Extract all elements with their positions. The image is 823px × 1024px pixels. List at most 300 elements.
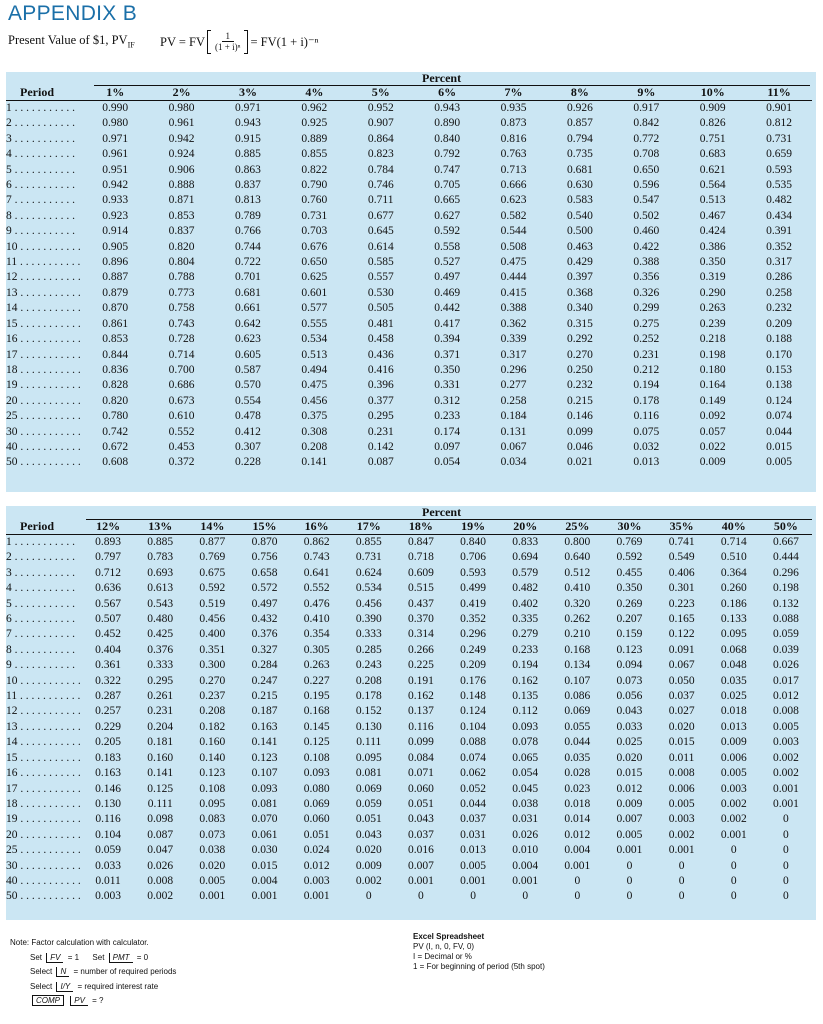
table-row	[6, 363, 812, 378]
factor-cell: 0.125	[147, 782, 174, 795]
factor-cell: 0.482	[512, 582, 539, 595]
dot-leader: . . . . . . . . . . .	[17, 456, 81, 469]
factor-cell: 0.165	[668, 613, 695, 626]
period-cell	[6, 782, 82, 797]
period-number: 13	[6, 720, 18, 733]
excel-note	[413, 932, 545, 972]
factor-cell: 0.756	[251, 551, 278, 564]
factor-cell: 0.665	[434, 194, 461, 207]
factor-cell: 0.339	[500, 333, 527, 346]
factor-cell: 0.742	[102, 425, 129, 438]
factor-cell: 0.463	[566, 240, 593, 253]
calculator-line-comp	[30, 994, 176, 1009]
factor-cell: 0.455	[616, 566, 643, 579]
factor-cell: 0.020	[199, 859, 226, 872]
table-row	[6, 550, 812, 565]
factor-cell: 0.164	[699, 379, 726, 392]
factor-cell: 0.731	[301, 209, 328, 222]
table-row	[6, 612, 812, 627]
factor-cell: 0.870	[251, 536, 278, 548]
factor-cell: 0.266	[407, 643, 434, 656]
factor-cell: 0.609	[407, 566, 434, 579]
factor-cell: 0.417	[434, 317, 461, 330]
factor-cell: 0	[574, 874, 581, 887]
dot-leader: . . . . . . . . . . .	[11, 643, 75, 656]
factor-cell: 0.783	[147, 551, 174, 564]
factor-cell: 0.162	[407, 690, 434, 703]
factor-cell: 0.237	[199, 690, 226, 703]
factor-cell: 0.708	[633, 148, 660, 161]
factor-cell: 0.205	[95, 736, 122, 749]
dot-leader: . . . . . . . . . . .	[11, 659, 75, 672]
factor-cell: 0.015	[251, 859, 278, 872]
factor-cell: 0.744	[235, 240, 261, 253]
factor-cell: 0.677	[367, 209, 394, 222]
factor-cell: 0.018	[564, 797, 591, 810]
factor-cell: 0.269	[616, 597, 643, 610]
factor-cell: 0.002	[147, 890, 174, 903]
factor-cell: 0.422	[633, 240, 660, 253]
factor-cell: 0.853	[102, 333, 129, 346]
factor-cell: 0.877	[199, 536, 226, 548]
period-cell	[6, 132, 82, 147]
factor-cell: 0.095	[355, 751, 382, 764]
factor-cell: 0.055	[564, 720, 591, 733]
factor-cell: 0.130	[95, 797, 122, 810]
select-label-2: Select	[30, 981, 53, 991]
factor-cell: 0.820	[102, 394, 129, 407]
factor-cell: 0.111	[147, 797, 173, 810]
factor-cell: 0.356	[633, 271, 660, 284]
factor-cell: 0.661	[235, 302, 261, 315]
comp-key: COMP	[32, 995, 64, 1006]
factor-cell: 0.186	[720, 597, 747, 610]
factor-cell: 0.183	[95, 751, 122, 764]
factor-cell: 0.012	[772, 690, 799, 703]
factor-cell: 0.543	[147, 597, 174, 610]
factor-cell: 0.027	[668, 705, 695, 718]
factor-cell: 0.836	[102, 363, 129, 376]
factor-cell: 0.614	[367, 240, 394, 253]
period-cell	[6, 751, 82, 766]
factor-cell: 0.002	[772, 751, 799, 764]
factor-cell: 0.460	[633, 225, 660, 238]
rate-column-header: 1%	[82, 85, 148, 101]
factor-cell: 0.034	[500, 456, 527, 469]
factor-cell: 0.837	[168, 225, 195, 238]
factor-cell: 0.146	[566, 410, 593, 423]
factor-cell: 0.335	[512, 613, 539, 626]
factor-cell: 0.232	[566, 379, 593, 392]
factor-cell: 0.672	[102, 440, 129, 453]
period-cell	[6, 317, 82, 332]
factor-cell: 0.797	[95, 551, 122, 564]
factor-cell: 0.564	[699, 179, 726, 192]
factor-cell: 0.855	[301, 148, 328, 161]
factor-cell: 0.093	[512, 720, 539, 733]
factor-cell: 0.002	[355, 874, 382, 887]
factor-cell: 0.094	[616, 659, 643, 672]
factor-cell: 0.009	[355, 859, 382, 872]
rate-column-header: 14%	[186, 519, 238, 535]
factor-cell: 0.728	[168, 333, 195, 346]
rate-column-header: 5%	[348, 85, 414, 101]
factor-cell: 0.208	[199, 705, 226, 718]
factor-cell: 0.116	[633, 410, 660, 423]
period-cell	[6, 658, 82, 673]
calculator-note	[10, 936, 177, 1009]
factor-cell: 0.068	[720, 643, 747, 656]
factor-cell: 0	[522, 890, 529, 903]
period-cell	[6, 828, 82, 843]
factor-cell: 0.231	[633, 348, 660, 361]
factor-cell: 0.002	[668, 828, 695, 841]
factor-cell: 0.191	[407, 674, 434, 687]
dot-leader: . . . . . . . . . . .	[17, 751, 81, 764]
factor-cell: 0.074	[460, 751, 486, 764]
factor-cell: 0.442	[434, 302, 461, 315]
formula-lhs: PV = FV	[160, 34, 206, 49]
period-cell	[6, 581, 82, 596]
factor-cell: 0.731	[355, 551, 382, 564]
dot-leader: . . . . . . . . . . .	[17, 690, 81, 703]
factor-cell: 0.792	[434, 148, 461, 161]
factor-cell: 0.184	[500, 410, 527, 423]
dot-leader: . . . . . . . . . . .	[11, 613, 75, 626]
factor-cell: 0.354	[303, 628, 330, 641]
dot-leader: . . . . . . . . . . .	[11, 582, 75, 595]
table-row	[6, 843, 812, 858]
factor-cell: 0.605	[235, 348, 261, 361]
period-cell	[6, 859, 82, 874]
dot-leader: . . . . . . . . . . .	[11, 209, 75, 222]
period-number: 30	[6, 425, 18, 438]
factor-cell: 0.475	[500, 256, 527, 269]
factor-cell: 0.287	[95, 690, 122, 703]
factor-cell: 0.296	[460, 628, 486, 641]
factor-cell: 0.319	[699, 271, 726, 284]
dot-leader: . . . . . . . . . . .	[11, 132, 75, 145]
factor-cell: 0.008	[668, 767, 695, 780]
factor-cell: 0.681	[235, 286, 261, 299]
factor-cell: 0.513	[699, 194, 726, 207]
factor-cell: 0.458	[367, 333, 394, 346]
factor-cell: 0.011	[668, 751, 695, 764]
factor-cell: 0.262	[564, 613, 591, 626]
factor-cell: 0.641	[303, 566, 330, 579]
factor-cell: 0.415	[500, 286, 527, 299]
factor-cell: 0.141	[301, 456, 328, 469]
period-cell	[6, 116, 82, 131]
dot-leader: . . . . . . . . . . .	[17, 333, 81, 346]
factor-cell: 0.554	[235, 394, 261, 407]
factor-cell: 0.067	[668, 659, 695, 672]
factor-cell: 0.002	[720, 797, 747, 810]
dot-leader: . . . . . . . . . . .	[11, 225, 75, 238]
factor-cell: 0.012	[303, 859, 330, 872]
factor-cell: 0.132	[772, 597, 799, 610]
dot-leader: . . . . . . . . . . .	[11, 551, 75, 564]
period-number: 50	[6, 456, 18, 469]
period-number: 25	[6, 410, 18, 423]
factor-cell: 0.712	[95, 566, 122, 579]
factor-cell: 0.223	[668, 597, 695, 610]
factor-cell: 0.312	[434, 394, 461, 407]
factor-cell: 0.005	[766, 456, 793, 469]
factor-cell: 0.163	[251, 720, 278, 733]
factor-cell: 0	[626, 874, 633, 887]
factor-cell: 0.718	[407, 551, 434, 564]
dot-leader: . . . . . . . . . . .	[17, 286, 81, 299]
factor-cell: 0.149	[699, 394, 726, 407]
factor-cell: 0.212	[633, 363, 660, 376]
factor-cell: 0.396	[367, 379, 394, 392]
factor-cell: 0.141	[251, 736, 278, 749]
factor-cell: 0.258	[500, 394, 527, 407]
factor-cell: 0.497	[434, 271, 461, 284]
table-row	[6, 597, 812, 612]
factor-cell: 0.001	[512, 874, 539, 887]
factor-cell: 0.766	[235, 225, 261, 238]
factor-cell: 0.889	[301, 132, 328, 145]
period-number: 11	[6, 256, 18, 269]
factor-cell: 0.270	[199, 674, 226, 687]
factor-cell: 0.026	[772, 659, 799, 672]
period-cell	[6, 101, 82, 117]
factor-cell: 0.847	[407, 536, 434, 548]
factor-cell: 0.971	[102, 132, 129, 145]
period-cell	[6, 643, 82, 658]
pv-table-1	[6, 85, 812, 471]
factor-cell: 0.104	[460, 720, 486, 733]
formula-fraction	[213, 31, 242, 53]
factor-cell: 0	[783, 859, 789, 872]
factor-cell: 0.494	[301, 363, 328, 376]
factor-cell: 0	[574, 890, 581, 903]
factor-cell: 0.743	[168, 317, 195, 330]
period-number: 17	[6, 348, 18, 361]
factor-cell: 0.557	[367, 271, 394, 284]
factor-cell: 0.701	[235, 271, 261, 284]
factor-cell: 0.163	[95, 767, 122, 780]
factor-cell: 0.020	[355, 844, 382, 857]
factor-cell: 0.952	[367, 102, 394, 114]
factor-cell: 0.001	[720, 828, 747, 841]
factor-cell: 0.003	[772, 736, 799, 749]
table-row	[6, 643, 812, 658]
factor-cell: 0.666	[500, 179, 527, 192]
factor-cell: 0.292	[566, 333, 593, 346]
table-subtitle	[8, 33, 135, 50]
factor-cell: 0.112	[512, 705, 538, 718]
select-n-desc: = number of required periods	[73, 967, 177, 976]
factor-cell: 0	[730, 890, 737, 903]
table-row	[6, 286, 812, 301]
factor-cell: 0.275	[633, 317, 660, 330]
factor-cell: 0.131	[500, 425, 527, 438]
factor-cell: 0.552	[168, 425, 195, 438]
factor-cell: 0.610	[168, 410, 195, 423]
factor-cell: 0.823	[367, 148, 394, 161]
factor-cell: 0.322	[95, 674, 122, 687]
factor-cell: 0.327	[251, 643, 278, 656]
period-number: 20	[6, 828, 18, 841]
rate-column-header: 3%	[215, 85, 281, 101]
factor-cell: 0.826	[699, 117, 726, 130]
factor-cell: 0.098	[147, 813, 174, 826]
rate-column-header: 11%	[746, 85, 812, 101]
factor-cell: 0.037	[668, 690, 695, 703]
factor-cell: 0.624	[355, 566, 382, 579]
factor-cell: 0.784	[367, 163, 394, 176]
factor-cell: 0.160	[199, 736, 226, 749]
period-cell	[6, 178, 82, 193]
table-row	[6, 332, 812, 347]
factor-cell: 0.204	[147, 720, 174, 733]
factor-cell: 0.009	[616, 797, 643, 810]
factor-cell: 0.142	[367, 440, 394, 453]
period-number: 12	[6, 705, 18, 718]
factor-cell: 0.073	[616, 674, 643, 687]
factor-cell: 0.279	[512, 628, 539, 641]
table-row	[6, 720, 812, 735]
factor-cell: 0.004	[564, 844, 591, 857]
factor-cell: 0.549	[668, 551, 695, 564]
percent-label-2: Percent	[422, 505, 462, 519]
factor-cell: 0.840	[460, 536, 486, 548]
table-row	[6, 627, 812, 642]
factor-cell: 0.961	[102, 148, 129, 161]
factor-cell: 0.227	[303, 674, 330, 687]
factor-cell: 0.116	[95, 813, 121, 826]
factor-cell: 0.915	[235, 132, 261, 145]
factor-cell: 0.481	[367, 317, 394, 330]
factor-cell: 0.933	[102, 194, 129, 207]
factor-cell: 0.593	[766, 163, 793, 176]
factor-cell: 0.879	[102, 286, 129, 299]
factor-cell: 0.035	[720, 674, 747, 687]
period-cell	[6, 704, 82, 719]
factor-cell: 0.123	[199, 767, 226, 780]
factor-cell: 0.376	[147, 643, 174, 656]
factor-cell: 0.020	[668, 720, 695, 733]
factor-cell: 0.425	[147, 628, 174, 641]
dot-leader: . . . . . . . . . . .	[17, 379, 81, 392]
factor-cell: 0.140	[199, 751, 226, 764]
factor-cell: 0.233	[434, 410, 461, 423]
factor-cell: 0.270	[566, 348, 593, 361]
factor-cell: 0.873	[500, 117, 527, 130]
factor-cell: 0.001	[460, 874, 486, 887]
period-number: 13	[6, 286, 18, 299]
period-number: 10	[6, 240, 18, 253]
factor-cell: 0.252	[633, 333, 660, 346]
factor-cell: 0.178	[633, 394, 660, 407]
table-row	[6, 658, 812, 673]
period-number: 16	[6, 333, 18, 346]
table-row	[6, 581, 812, 596]
factor-cell: 0.314	[407, 628, 434, 641]
factor-cell: 0.667	[772, 536, 799, 548]
factor-cell: 0.790	[301, 179, 328, 192]
factor-cell: 0.030	[251, 844, 278, 857]
dot-leader: . . . . . . . . . . .	[17, 317, 81, 330]
factor-cell: 0.160	[147, 751, 174, 764]
period-cell	[6, 766, 82, 781]
factor-cell: 0.844	[102, 348, 129, 361]
factor-cell: 0.544	[500, 225, 527, 238]
calculator-line-n	[30, 965, 176, 980]
period-header: Period	[6, 519, 82, 535]
factor-cell: 0.587	[235, 363, 261, 376]
factor-cell: 0.059	[355, 797, 382, 810]
excel-type-note: 1 = For beginning of period (5th spot)	[413, 962, 545, 971]
factor-cell: 0.014	[564, 813, 591, 826]
period-number: 1	[6, 102, 12, 114]
factor-cell: 0.028	[564, 767, 591, 780]
factor-cell: 0.074	[766, 410, 793, 423]
period-cell	[6, 193, 82, 208]
dot-leader: . . . . . . . . . . .	[17, 240, 81, 253]
factor-cell: 0.134	[564, 659, 591, 672]
factor-cell: 0.410	[564, 582, 591, 595]
table-row	[6, 255, 812, 270]
factor-cell: 0.623	[500, 194, 527, 207]
factor-cell: 0.008	[147, 874, 174, 887]
table-row	[6, 132, 812, 147]
factor-cell: 0.683	[699, 148, 726, 161]
dot-leader: . . . . . . . . . . .	[17, 797, 81, 810]
set-pmt-value: = 0	[136, 952, 149, 962]
factor-cell: 0.990	[102, 102, 129, 114]
factor-cell: 0.925	[301, 117, 328, 130]
rate-column-header: 20%	[499, 519, 551, 535]
factor-cell: 0.837	[235, 179, 261, 192]
factor-cell: 0.095	[199, 797, 226, 810]
factor-cell: 0.475	[301, 379, 328, 392]
factor-cell: 0.914	[102, 225, 129, 238]
period-number: 14	[6, 302, 18, 315]
factor-cell: 0.552	[303, 582, 330, 595]
factor-cell: 0.508	[500, 240, 527, 253]
factor-cell: 0.037	[460, 813, 486, 826]
factor-cell: 0.071	[407, 767, 434, 780]
table-row	[6, 270, 812, 285]
factor-cell: 0.209	[766, 317, 793, 330]
dot-leader: . . . . . . . . . . .	[11, 102, 75, 114]
pv-table-2	[6, 519, 812, 905]
factor-cell: 0.229	[95, 720, 122, 733]
factor-cell: 0.228	[235, 456, 261, 469]
factor-cell: 0.215	[251, 690, 278, 703]
factor-cell: 0.003	[303, 874, 330, 887]
factor-cell: 0.001	[303, 890, 330, 903]
factor-cell: 0.277	[500, 379, 527, 392]
period-number: 8	[6, 209, 12, 222]
dot-leader: . . . . . . . . . . .	[17, 813, 81, 826]
period-cell	[6, 797, 82, 812]
period-number: 2	[6, 117, 12, 130]
factor-cell: 0.250	[566, 363, 593, 376]
subtitle-subscript: IF	[127, 40, 135, 50]
factor-cell: 0.002	[720, 813, 747, 826]
dot-leader: . . . . . . . . . . .	[17, 271, 81, 284]
factor-cell: 0.141	[147, 767, 174, 780]
period-cell	[6, 163, 82, 178]
table-row	[6, 193, 812, 208]
factor-cell: 0.980	[102, 117, 129, 130]
factor-cell: 0.645	[367, 225, 394, 238]
